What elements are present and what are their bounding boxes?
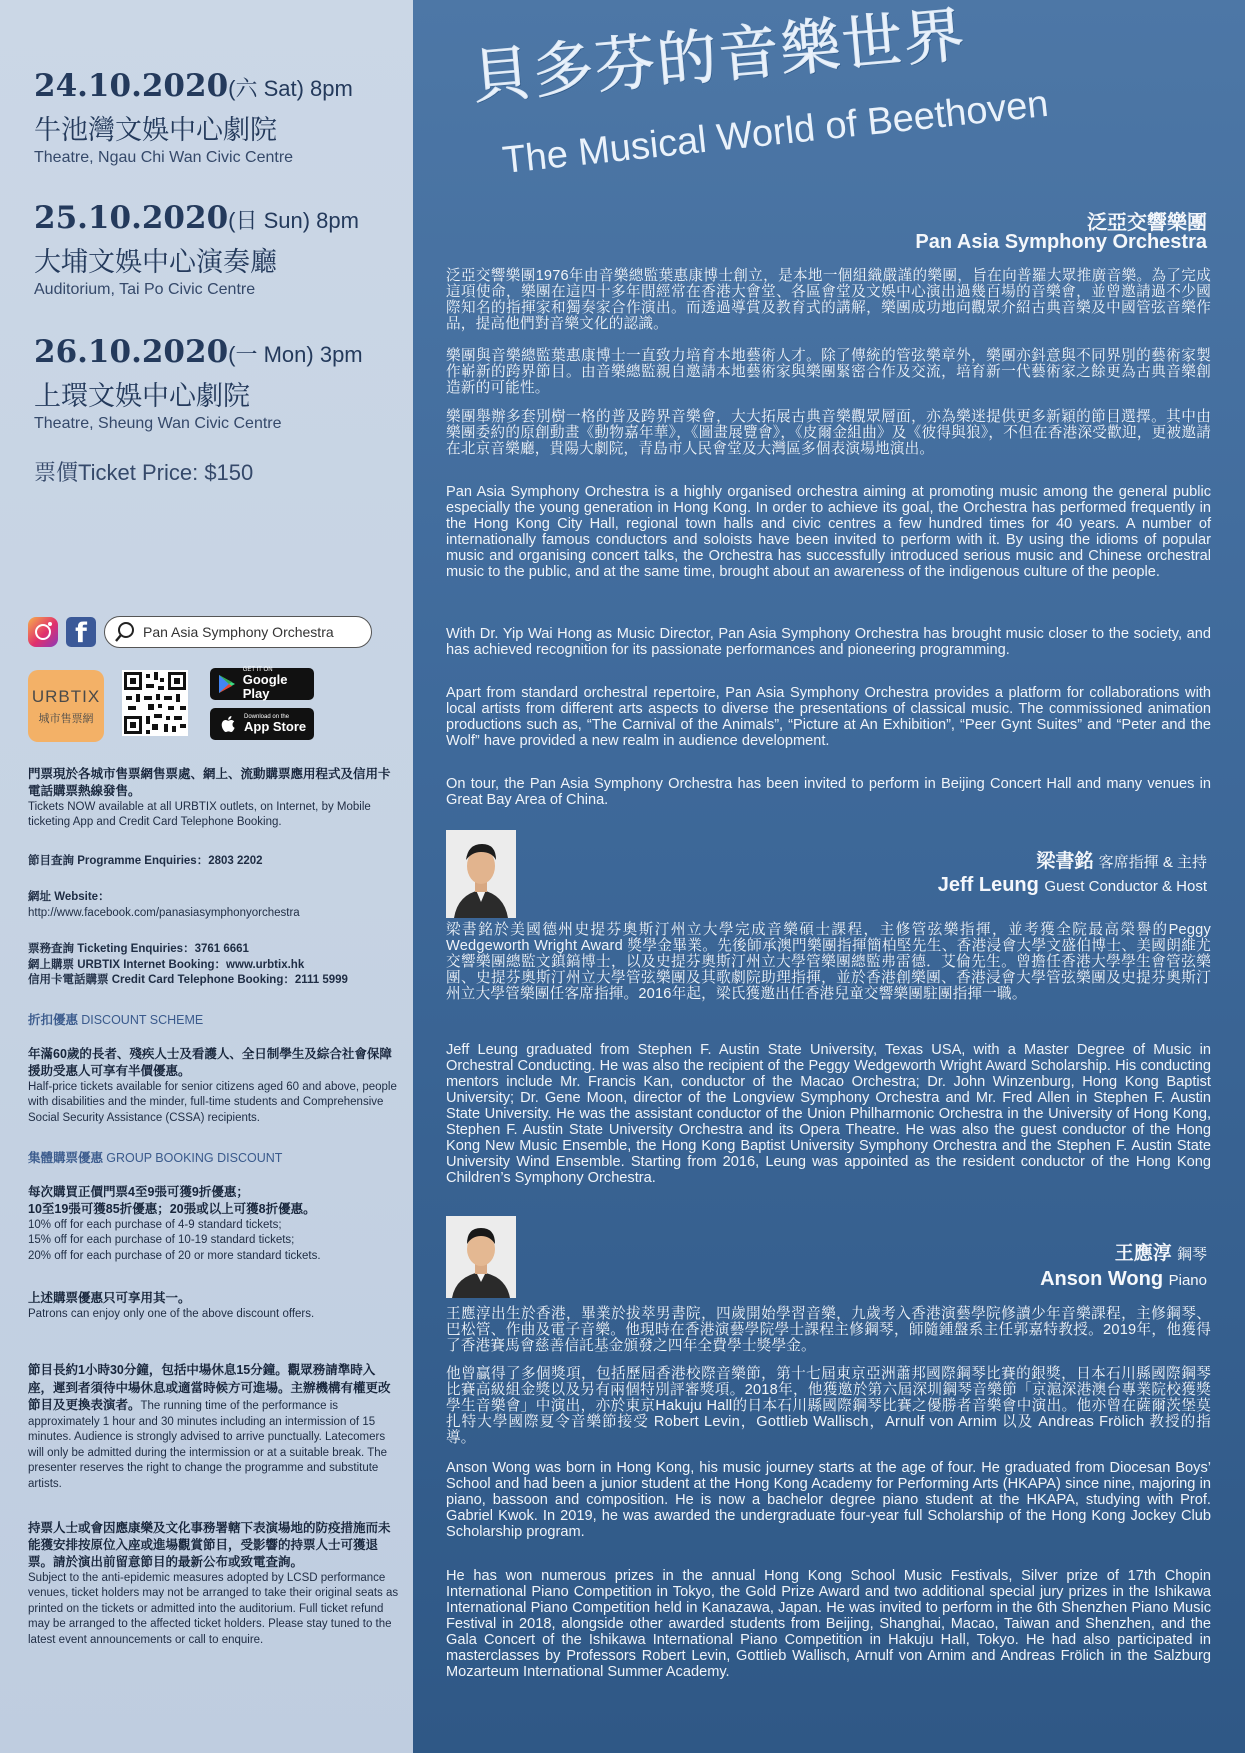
ticket-price: 票價Ticket Price: $150 <box>34 460 254 485</box>
urbtix-logo[interactable] <box>28 670 104 742</box>
orchestra-intro-en: Pan Asia Symphony Orchestra is a highly organised orchestra aiming at promoting music among the general public especially the young generation in Hong Kong. In order to achieve its goal, the Orchestra has performed frequently in the Hong Kong City Hall, regional town halls and civic centres a few hundred times for 40 years. A number of internationally famous conductors and soloists have been invited to perform with it. By using the idioms of popular music and organising concert talks, the Orchestra has successfully introduced serious music and Chinese orchestral music to the public, and at the same time, brought about an awareness of the indigenous culture of the people. <box>446 484 1211 580</box>
orchestra-name-zh: 泛亞交響樂團 <box>1087 212 1207 234</box>
search-icon <box>111 618 139 646</box>
tickets-zh: 門票現於各城市售票網售票處、網上、流動購票應用程式及信用卡電話購票熱線發售。 <box>28 767 391 798</box>
ticket-info <box>28 766 400 831</box>
orchestra-intro-zh: 泛亞交響樂團1976年由音樂總監葉惠康博士創立，是本地一個組織嚴謹的樂團，旨在向普羅大眾推廣音樂。為了完成這項使命，樂團在這四十多年間經常在香港大會堂、各區會堂及文娛中心演出過幾百場的音樂會，並曾邀請過不少國際知名的指揮家和獨奏家合作演出。而透過導賞及教育式的講解，樂團成功地向觀眾介紹古典音樂及中國管弦音樂作品，提高他們對音樂文化的認識。 <box>446 268 1211 332</box>
booking-info <box>28 942 400 989</box>
orchestra-tour-en: On tour, the Pan Asia Symphony Orchestra has been invited to perform in Beijing Concert Hall and many venues in Great Bay Area of China. <box>446 776 1211 808</box>
concert-title-en: The Musical World of Beethoven <box>500 82 1051 183</box>
performance-day-time: (六 Sat) 8pm <box>228 76 353 101</box>
instagram-icon[interactable] <box>28 617 58 647</box>
urbtix-name: URBTIX <box>31 686 101 706</box>
performance-3 <box>34 334 363 433</box>
venue-name-en: Auditorium, Tai Po Civic Centre <box>34 281 256 298</box>
performance-date: 26.10.2020 <box>34 334 229 370</box>
anti-epidemic-notice: 持票人士或會因應康樂及文化事務署轄下表演場地的防疫措施而未能獲安排按原位入座或進場觀賞節目，受影響的持票人士可獲退票。請於演出前留意節目的最新公布或致電查詢。 Subject to the anti-epidemic measures adopted by LCSD performance venues, ticket holders may not be arranged to take their original seats as printed on the tickets or admitted into the auditorium. Full ticket refund may be arranged to the affected ticket holders. Please stay tuned to the latest event announcements or call to enquire. <box>28 1521 399 1646</box>
anson-wong-bio-en-1: Anson Wong was born in Hong Kong, his music journey starts at the age of four. He graduated from Diocesan Boys’ School and had been a junior student at the Hong Kong Academy for Performing Arts (HKAPA) since nine, majoring in piano, bassoon and composition. He is now a bachelor degree piano student at the HKAPA, studying with Prof. Gabriel Kwok. In 2019, he was awarded the undergraduate four-year full Scholarship of the Hong Kong Jockey Club Scholarship program. <box>446 1460 1211 1540</box>
orchestra-productions-zh: 樂團舉辦多套別樹一格的普及跨界音樂會，大大拓展古典音樂觀眾層面，亦為樂迷提供更多新穎的節目選擇。其中由樂團委約的原創動畫《動物嘉年華》，《圖畫展覽會》，《皮爾金組曲》及《彼得與狼》，不但在香港深受歡迎，更被邀請在北京音樂廳，貴陽大劇院，青島市人民會堂及大灣區多個表演場地演出。 <box>446 409 1211 457</box>
anson-wong-bio-zh-1: 王應淳出生於香港，畢業於拔萃男書院，四歲開始學習音樂，九歲考入香港演藝學院修讀少年音樂課程，主修鋼琴、巴松管、作曲及電子音樂。他現時在香港演藝學院學士課程主修鋼琴，師隨鍾盤系主任郭嘉特教授。2019年，他獲得了香港賽馬會慈善信託基金頒發之四年全費學士獎學金。 <box>446 1306 1211 1354</box>
jeff-leung-name-en: Jeff Leung Guest Conductor & Host <box>937 874 1207 896</box>
app-store-label: App Store <box>244 718 307 734</box>
performance-2 <box>34 200 359 299</box>
google-play-button[interactable] <box>210 668 314 700</box>
anson-wong-photo <box>446 1216 516 1298</box>
jeff-leung-bio-en: Jeff Leung graduated from Stephen F. Austin State University, Texas USA, with a Master Degree of Music in Orchestral Conducting. He was also the recipient of the Peggy Wedgeworth Wright Award Scholarship. His conducting mentors include Mr. Francis Kan, conductor of the Macao Orchestra; Dr. John Winzenburg, Hong Kong Baptist University; Dr. Gene Moon, director of the Longview Symphony Orchestra and Mr. Fred Allen in Stephen F. Austin State University. He was the assistant conductor of the Union Philharmonic Orchestra in the University of Hong Kong, Stephen F. Austin State University Orchestra and its Opera Theatre. He was also the guest conductor of the Hong Kong New Music Ensemble, the Hong Kong Baptist University Symphony Orchestra and the Stephen F. Austin State University Wind Ensemble. Starting from 2016, Leung was appointed as the resident conductor of the Hong Kong Children’s Symphony Orchestra. <box>446 1042 1211 1186</box>
jeff-leung-bio-zh: 梁書銘於美國德州史提芬奧斯汀州立大學完成音樂碩士課程，主修管弦樂指揮，並考獲全院最高榮譽的Peggy Wedgeworth Wright Award 獎學金畢業。先後師承澳門樂團指揮簡柏堅先生、香港浸會大學文盛伯博士、美國朗維尤交響樂團總監文鎮鎬博士，以及史提芬奧斯汀州立大學管樂團總監弗雷德．艾倫先生。曾擔任香港大學學生會管弦樂團、史提芬奧斯汀州立大學管弦樂團及其歌劇院助理指揮，並於香港創樂團、香港浸會大學管弦樂團及史提芬奧斯汀州立大學管樂團任客席指揮。2016年起，梁氏獲邀出任香港兒童交響樂團駐團指揮一職。 <box>446 922 1211 1002</box>
anson-wong-bio-en-2: He has won numerous prizes in the annual Hong Kong School Music Festivals, Silver prize of 17th Chopin International Piano Competition in Tokyo, the Gold Prize Award and two additional special jury prizes in the Ishikawa International Piano Competition held in Kanazawa, Japan. He was invited to perform in the 6th Shenzhen Piano Music Festival in 2018, alongside other awarded students from Beijing, Shanghai, Macao, Taiwan and Shenzhen, and the Gala Concert of the Ishikawa International Piano Competition in Hakuju Hall, Tokyo. He had also participated in masterclasses by Professors Robert Levin, Gottlieb Wallisch, Arnulf von Arnim and Andreas Frölich in the Salzburg Mozarteum International Summer Academy. <box>446 1568 1211 1680</box>
facebook-icon[interactable]: f <box>66 617 96 647</box>
performance-day-time: (一 Mon) 3pm <box>228 342 363 367</box>
website-label: 網址 Website： <box>28 891 110 903</box>
orchestra-productions-en: Apart from standard orchestral repertoire, Pan Asia Symphony Orchestra provides a platform for collaborations with local artists from different arts aspects to diverse the presentations of classical music. The commissioned animation productions such as, “The Carnival of the Animals”, “Picture at An Exhibition”, “Peer Gynt Suites” and “Peter and the Wolf” have provided a new realm in audience development. <box>446 685 1211 749</box>
performance-day-time: (日 Sun) 8pm <box>228 208 359 233</box>
website-link[interactable]: http://www.facebook.com/panasiasymphonyorchestra <box>28 906 300 919</box>
search-text: Pan Asia Symphony Orchestra <box>143 624 334 640</box>
discount-scheme: 年滿60歲的長者、殘疾人士及看護人、全日制學生及綜合社會保障援助受惠人可享有半價優惠。 Half-price tickets available for senior citizens aged 60 and above, people with disabilities and the minder, full-time students and Comprehensive Social Security Assistance (CSSA) recipients. <box>28 1047 397 1124</box>
content-column <box>413 0 1245 1753</box>
internet-booking: 網上購票 URBTIX Internet Booking：www.urbtix.hk <box>28 958 305 971</box>
telephone-booking: 信用卡電話購票 Credit Card Telephone Booking：2111 5999 <box>28 974 348 987</box>
programme-enquiries: 節目查詢 Programme Enquiries：2803 2202 <box>28 855 263 867</box>
jeff-leung-name-zh: 梁書銘 客席指揮 & 主持 <box>1036 851 1207 872</box>
venue-name-zh: 大埔文娛中心演奏廳 <box>34 247 277 277</box>
orchestra-development-zh: 樂團與音樂總監葉惠康博士一直致力培育本地藝術人才。除了傳統的管弦樂章外，樂團亦鈄意與不同界別的藝術家製作嶄新的跨界節目。由音樂總監親自邀請本地藝術家與樂團緊密合作及交流，培育新一代藝術家之餘更為古典音樂創造新的可能性。 <box>446 348 1211 396</box>
anson-wong-name-zh: 王應淳 鋼琴 <box>1114 1243 1207 1264</box>
venue-name-en: Theatre, Ngau Chi Wan Civic Centre <box>34 149 294 166</box>
website-info <box>28 890 400 921</box>
jeff-leung-photo <box>446 830 516 918</box>
group-booking-discount: 每次購買正價門票4至9張可獲9折優惠； 10至19張可獲85折優惠；20張或以上可獲8折優惠。 10% off for each purchase of 4-9 standard tickets; 15% off for each purchase of 10-19 standard tickets; 20% off for each purchase of 20 or more standard tickets. <box>28 1185 321 1262</box>
app-store-button[interactable] <box>210 708 314 740</box>
urbtix-name-zh: 城市售票網 <box>38 712 94 725</box>
apple-icon <box>216 712 240 736</box>
running-time-notice: 節目長約1小時30分鐘，包括中場休息15分鐘。觀眾務請準時入座，遲到者須待中場休息或適當時候方可進場。主辦機構有權更改節目及更換表演者。The running time of the performance is approximately 1 hour and 30 minutes including an intermission of 15 minutes. Audience is strongly advised to arrive punctually. Latecomers will only be admitted during the intermission or at a suitable break. The presenter reserves the right to change the programme and substitute artists. <box>28 1363 391 1490</box>
group-booking-heading: 集體購票優惠 GROUP BOOKING DISCOUNT <box>28 1151 283 1165</box>
performance-1 <box>34 68 353 167</box>
social-bar <box>28 614 372 650</box>
orchestra-director-en: With Dr. Yip Wai Hong as Music Director, Pan Asia Symphony Orchestra has brought music closer to the society, and has achieved recognition for its passionate performances and pioneering programming. <box>446 626 1211 658</box>
discount-heading: 折扣優惠 DISCOUNT SCHEME <box>28 1013 204 1027</box>
google-play-icon <box>216 672 239 696</box>
orchestra-name-en: Pan Asia Symphony Orchestra <box>915 231 1207 253</box>
qr-code[interactable] <box>122 670 188 736</box>
app-store-caption: Download on the <box>244 713 290 720</box>
concert-title-zh: 貝多芬的音樂世界 <box>468 1 969 112</box>
google-play-label: Google Play <box>242 671 288 701</box>
venue-name-zh: 牛池灣文娛中心劇院 <box>34 115 277 145</box>
anson-wong-bio-zh-2: 他曾贏得了多個獎項，包括歷屆香港校際音樂節，第十七屆東京亞洲蕭邦國際鋼琴比賽的銀獎，日本石川縣國際鋼琴比賽高級組金獎以及另有兩個特別評審獎項。2018年，他獲邀於第六屆深圳鋼琴音樂節「京滬深港澳台專業院校獲獎學生音樂會」中演出，亦於東京Hakuju Hall的日本石川縣國際鋼琴比賽之優勝者音樂會中演出。他亦曾在薩爾茨堡莫扎特大學國際夏令音樂節接受 Robert Levin，Gottlieb Wallisch，Arnulf von Arnim 以及 Andreas Frölich 教授的指導。 <box>446 1366 1211 1446</box>
performance-date: 25.10.2020 <box>34 200 229 236</box>
anson-wong-name-en: Anson Wong Piano <box>1040 1268 1207 1290</box>
google-play-caption: GET IT ON <box>242 666 273 673</box>
venue-name-en: Theatre, Sheung Wan Civic Centre <box>34 415 282 432</box>
performance-date: 24.10.2020 <box>34 68 229 104</box>
tickets-en: Tickets NOW available at all URBTIX outlets, on Internet, by Mobile ticketing App and Credit Card Telephone Booking. <box>28 800 371 829</box>
ticketing-enquiries: 票務查詢 Ticketing Enquiries：3761 6661 <box>28 943 249 955</box>
social-search-box[interactable] <box>104 616 372 648</box>
discount-note: 上述購票優惠只可享用其一。 Patrons can enjoy only one of the above discount offers. <box>28 1291 315 1320</box>
info-column <box>0 0 413 1753</box>
venue-name-zh: 上環文娛中心劇院 <box>34 381 250 411</box>
